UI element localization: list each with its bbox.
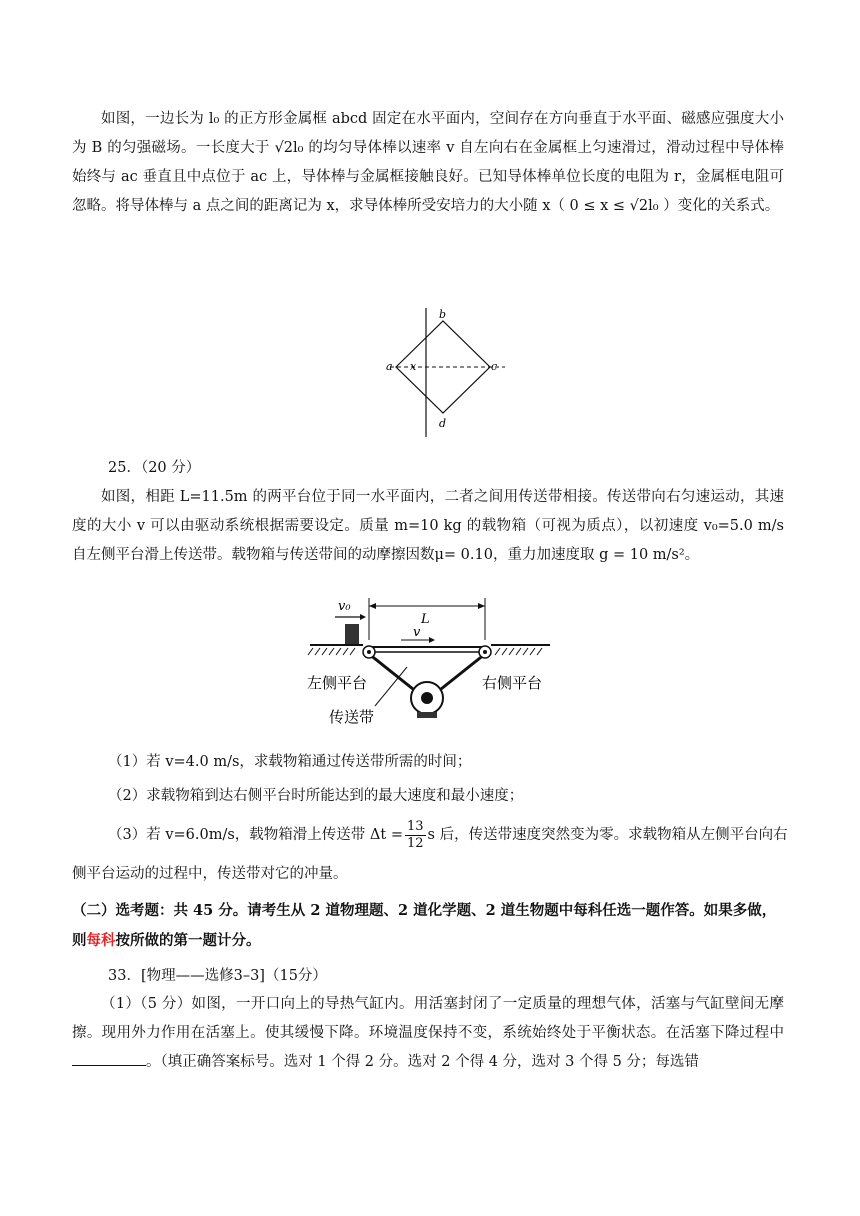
fraction: [405, 819, 426, 852]
q25-sub1: （1）若 v=4.0 m/s，求载物箱通过传送带所需的时间；: [108, 754, 472, 770]
section2-highlight: 每科: [86, 932, 116, 949]
section2-line2-a: 则: [72, 932, 87, 949]
q33-text-a: （1）（5 分）如图，一开口向上的导热气缸内。用活塞封闭了一定质量的理想气体，活塞与气缸壁间无摩擦。现用外力作用在活塞上。使其缓慢下降。环境温度保持不变，系统始终处于平衡状态。在活塞下降过程中: [72, 996, 784, 1041]
q33-text: [72, 990, 784, 1077]
section2-line2: [72, 931, 261, 951]
fraction-denominator: 12: [406, 835, 424, 851]
label-L: L: [421, 612, 430, 627]
label-d: d: [439, 417, 447, 430]
label-b: b: [439, 308, 447, 321]
q24-text: 如图，一边长为 l₀ 的正方形金属框 abcd 固定在水平面内，空间存在方向垂直于水平面、磁感应强度大小为 B 的匀强磁场。一长度大于 √2l₀ 的均匀导体棒以速率 v 自左向右在金属框上匀速滑过，滑动过程中导体棒始终与 ac 垂直且中点位于 ac 上，导体棒与金属框接触良好。已知导体棒单位长度的电阻为 r，金属框电阻可忽略。将导体棒与 a 点之间的距离记为 x，求导体棒所受安培力的大小随 x（ 0 ≤ x ≤ √2l₀ ）变化的关系式。: [72, 111, 784, 214]
label-left-platform: 左侧平台: [307, 674, 368, 692]
section2-line2-b: 按所做的第一题计分。: [115, 932, 261, 949]
label-right-platform: 右侧平台: [482, 674, 543, 692]
label-a: a: [386, 360, 393, 373]
section2-line1: （二）选考题：共 45 分。请考生从 2 道物理题、2 道化学题、2 道生物题中每科任选一题作答。如果多做，: [72, 902, 777, 919]
label-v: v: [413, 625, 421, 640]
q33-heading: 33．[物理——选修3–3]（15分）: [108, 968, 327, 984]
answer-blank[interactable]: [72, 1051, 146, 1066]
label-c: c: [491, 360, 498, 373]
cargo-box: [345, 624, 359, 644]
square-frame-figure: [380, 305, 510, 440]
conveyor-figure: [305, 592, 575, 732]
q25-text: 如图，相距 L=11.5m 的两平台位于同一水平面内，二者之间用传送带相接。传送带向右匀速运动，其速度的大小 v 可以由驱动系统根据需要设定。质量 m=10 kg 的载物箱（可视为质点），以初速度 v₀=5.0 m/s 自左侧平台滑上传送带。载物箱与传送带间的动摩擦因数μ= 0.10，重力加速度取 g = 10 m/s²。: [72, 489, 784, 563]
label-v0: v₀: [338, 599, 351, 614]
q25-sub3-line: [108, 818, 788, 852]
q25-sub3-a: （3）若 v=6.0m/s，载物箱滑上传送带 Δt =: [108, 827, 403, 843]
label-belt: 传送带: [329, 708, 375, 726]
q33-text-b: 。（填正确答案标号。选对 1 个得 2 分。选对 2 个得 4 分，选对 3 个得 5 分；每选错: [146, 1054, 699, 1070]
q25-sub2: （2）求载物箱到达右侧平台时所能达到的最大速度和最小速度；: [108, 788, 524, 804]
q25-sub3-c: 侧平台运动的过程中，传送带对它的冲量。: [72, 866, 348, 882]
q25-heading: 25．（20 分）: [108, 460, 201, 476]
q25-sub3-b: s 后，传送带速度突然变为零。求载物箱从左侧平台向右: [427, 827, 788, 843]
fraction-numerator: 13: [406, 818, 424, 834]
label-x: x: [410, 360, 417, 373]
